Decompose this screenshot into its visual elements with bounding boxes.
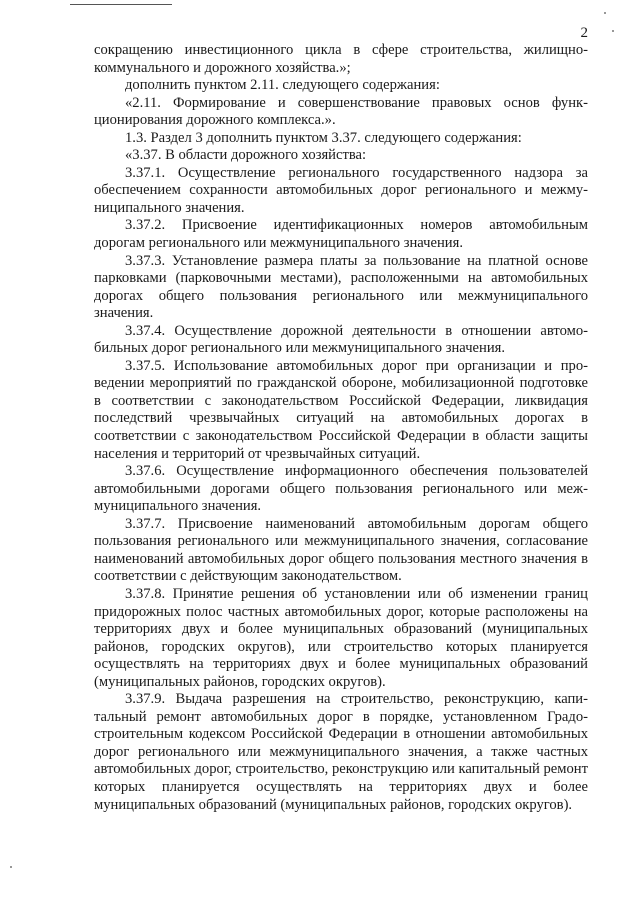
paragraph-3-37-7: 3.37.7. Присвоение наименований автомобильным дорогам общего пользования регионального или межмуниципального значения, согласование наименований автомобильных дорог общего пользования местного значения в соответствии с действующим законодательством. (94, 515, 588, 585)
paragraph-1-3: 1.3. Раздел 3 дополнить пунктом 3.37. следующего содержания: (125, 129, 522, 146)
paragraph-3-37: «3.37. В области дорожного хозяйства: (125, 147, 367, 164)
paragraph-3-37-4: 3.37.4. Осуществление дорожной деятельности в отношении автомобильных дорог регионального или межмуниципального значения. (94, 322, 588, 357)
paragraph-3-37-2: 3.37.2. Присвоение идентификационных номеров автомобильным дорогам регионального или межмуниципального значения. (94, 217, 588, 252)
paragraph-3-37-1: 3.37.1. Осуществление регионального государственного надзора за обеспечением сохранности автомобильных дорог регионального и межмуниципального значения. (94, 164, 588, 216)
paragraph-3-37-5: 3.37.5. Использование автомобильных дорог при организации и проведении мероприятий по гражданской обороне, мобилизационной подготовке в соответствии с законодательством Российской Федерации, ликвидация последствий чрезвычайных ситуаций на автомобильных дорогах в соответствии с законодательством Российской Федерации в области защиты населения и территорий от чрезвычайных ситуаций. (94, 357, 588, 462)
top-rule (70, 4, 172, 5)
paragraph-3-37-8: 3.37.8. Принятие решения об установлении или об изменении границ придорожных полос частных автомобильных дорог, которые расположены на территориях двух и более муниципальных образований (муниципальных районов, городских округов), или строительство которых планируется осуществлять на территориях двух и более муниципальных образований (муниципальных районов, городских округов). (94, 585, 588, 690)
scan-speck (612, 30, 614, 32)
page-number: 2 (580, 25, 588, 41)
paragraph-3-37-6: 3.37.6. Осуществление информационного обеспечения пользователей автомобильными дорогами общего пользования регионального или межмуниципального значения. (94, 463, 588, 515)
paragraph-3-37-3: 3.37.3. Установление размера платы за пользование на платной основе парковками (парковочными местами), расположенными на автомобильных дорогах общего пользования регионального или межмуниципального значения. (94, 252, 588, 322)
scan-speck (10, 866, 12, 868)
paragraph-continuation: сокращению инвестиционного цикла в сфере строительства, жилищно-коммунального и дорожного хозяйства.»; (94, 42, 588, 76)
paragraph-3-37-9: 3.37.9. Выдача разрешения на строительство, реконструкцию, капитальный ремонт автомобильных дорог в порядке, установленном Градостроительным кодексом Российской Федерации в отношении автомобильных дорог регионального или межмуниципального значения, а также частных автомобильных дорог, строительство, реконструкцию или капитальный ремонт которых планируется осуществлять на территориях двух и более муниципальных образований (муниципальных районов, городских округов). (94, 691, 588, 813)
paragraph-amend-intro: дополнить пунктом 2.11. следующего содержания: (125, 77, 440, 94)
paragraph-2-11: «2.11. Формирование и совершенствование правовых основ функционирования дорожного комплекса.». (94, 94, 588, 129)
scan-speck (604, 12, 606, 14)
document-body (94, 42, 588, 814)
